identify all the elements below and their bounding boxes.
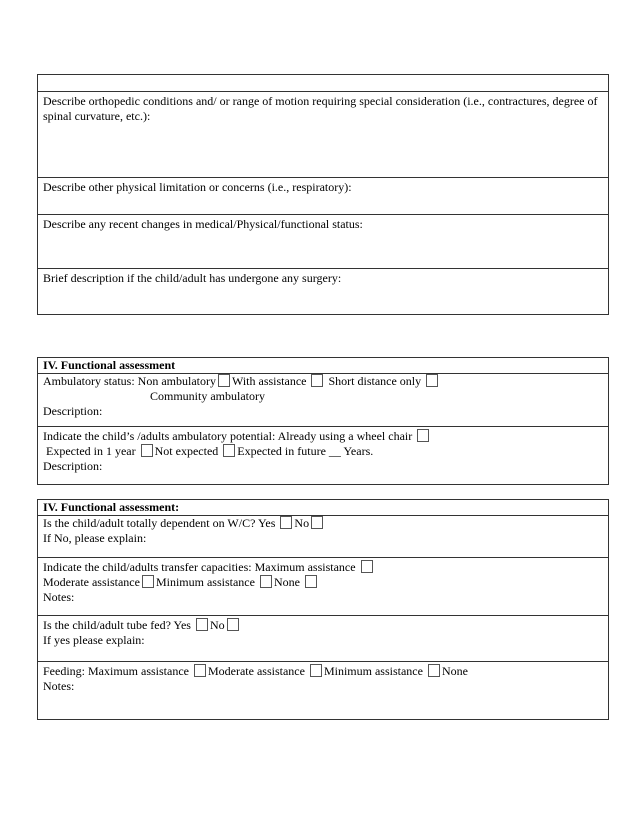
community-ambulatory-line bbox=[43, 389, 603, 404]
transfer-options-line bbox=[43, 575, 603, 590]
wc-dependency-yes-checkbox[interactable] bbox=[280, 516, 292, 529]
surgery-label: Brief description if the child/adult has undergone any surgery: bbox=[43, 271, 342, 285]
feeding-moderate-checkbox[interactable] bbox=[310, 664, 322, 677]
feeding-maximum-checkbox[interactable] bbox=[194, 664, 206, 677]
wc-dependency-no-label: No bbox=[294, 516, 310, 530]
tube-fed-yes-checkbox[interactable] bbox=[196, 618, 208, 631]
transfer-capacities-row bbox=[38, 557, 608, 615]
maximum-assistance-checkbox[interactable] bbox=[361, 560, 373, 573]
wheelchair-checkbox[interactable] bbox=[417, 429, 429, 442]
wc-dependency-row bbox=[38, 515, 608, 557]
feeding-none-label: None bbox=[441, 664, 468, 678]
orthopedic-conditions-field[interactable] bbox=[38, 91, 608, 177]
section-heading: IV. Functional assessment: bbox=[43, 500, 180, 514]
functional-assessment-care-table bbox=[37, 499, 609, 720]
none-label: None bbox=[273, 575, 300, 589]
expected-line bbox=[43, 444, 603, 459]
not-expected-checkbox[interactable] bbox=[223, 444, 235, 457]
section-heading-row bbox=[38, 358, 608, 373]
if-yes-explain-label: If yes please explain: bbox=[43, 633, 145, 647]
expected-1-year-checkbox[interactable] bbox=[141, 444, 153, 457]
section-heading: IV. Functional assessment bbox=[43, 358, 176, 372]
notes-label: Notes: bbox=[43, 590, 75, 604]
table-header-blank-row bbox=[38, 75, 608, 91]
wc-dependency-no-checkbox[interactable] bbox=[311, 516, 323, 529]
feeding-minimum-label: Minimum assistance bbox=[323, 664, 423, 678]
feeding-label: Feeding: Maximum assistance bbox=[43, 664, 189, 678]
tube-fed-no-label: No bbox=[209, 618, 225, 632]
recent-changes-field[interactable] bbox=[38, 214, 608, 268]
other-limitation-field[interactable] bbox=[38, 177, 608, 214]
other-limitation-label: Describe other physical limitation or concerns (i.e., respiratory): bbox=[43, 180, 352, 194]
ambulatory-status-label: Ambulatory status: Non ambulatory bbox=[43, 374, 216, 388]
with-assistance-label: With assistance bbox=[231, 374, 307, 388]
short-distance-checkbox[interactable] bbox=[426, 374, 438, 387]
wc-dependency-question: Is the child/adult totally dependent on W/C? Yes bbox=[43, 516, 276, 530]
moderate-assistance-checkbox[interactable] bbox=[142, 575, 154, 588]
moderate-assistance-label: Moderate assistance bbox=[43, 575, 140, 589]
if-no-explain-label: If No, please explain: bbox=[43, 531, 147, 545]
tube-fed-row bbox=[38, 615, 608, 661]
community-ambulatory-label: Community ambulatory bbox=[150, 389, 265, 403]
medical-description-table bbox=[37, 74, 609, 315]
expected-1-year-label: Expected in 1 year bbox=[43, 444, 136, 458]
section-heading-row bbox=[38, 500, 608, 515]
minimum-assistance-label: Minimum assistance bbox=[155, 575, 255, 589]
with-assistance-checkbox[interactable] bbox=[311, 374, 323, 387]
transfer-label: Indicate the child/adults transfer capacities: Maximum assistance bbox=[43, 560, 356, 574]
tube-fed-question: Is the child/adult tube fed? Yes bbox=[43, 618, 191, 632]
ambulatory-status-line bbox=[43, 374, 603, 389]
recent-changes-label: Describe any recent changes in medical/Physical/functional status: bbox=[43, 217, 363, 231]
short-distance-label: Short distance only bbox=[328, 374, 422, 388]
none-checkbox[interactable] bbox=[305, 575, 317, 588]
description-label: Description: bbox=[43, 404, 103, 418]
surgery-field[interactable] bbox=[38, 268, 608, 314]
minimum-assistance-checkbox[interactable] bbox=[260, 575, 272, 588]
transfer-line bbox=[43, 560, 603, 575]
expected-future-label: Expected in future __ Years. bbox=[237, 444, 374, 458]
tube-fed-line bbox=[43, 618, 603, 633]
feeding-minimum-checkbox[interactable] bbox=[428, 664, 440, 677]
feeding-moderate-label: Moderate assistance bbox=[207, 664, 305, 678]
ambulatory-status-row bbox=[38, 373, 608, 426]
not-expected-label: Not expected bbox=[154, 444, 219, 458]
non-ambulatory-checkbox[interactable] bbox=[218, 374, 230, 387]
feeding-row bbox=[38, 661, 608, 719]
wc-dependency-line bbox=[43, 516, 603, 531]
description-label-2: Description: bbox=[43, 459, 103, 473]
tube-fed-no-checkbox[interactable] bbox=[227, 618, 239, 631]
functional-assessment-ambulatory-table bbox=[37, 357, 609, 485]
ambulatory-potential-label: Indicate the child’s /adults ambulatory potential: Already using a wheel chair bbox=[43, 429, 413, 443]
feeding-line bbox=[43, 664, 603, 679]
ambulatory-potential-line bbox=[43, 429, 603, 444]
ambulatory-potential-row bbox=[38, 426, 608, 484]
orthopedic-conditions-label: Describe orthopedic conditions and/ or range of motion requiring special consideration (i.e., contractures, degree of spinal curvature, etc.): bbox=[43, 94, 598, 123]
feeding-notes-label: Notes: bbox=[43, 679, 75, 693]
